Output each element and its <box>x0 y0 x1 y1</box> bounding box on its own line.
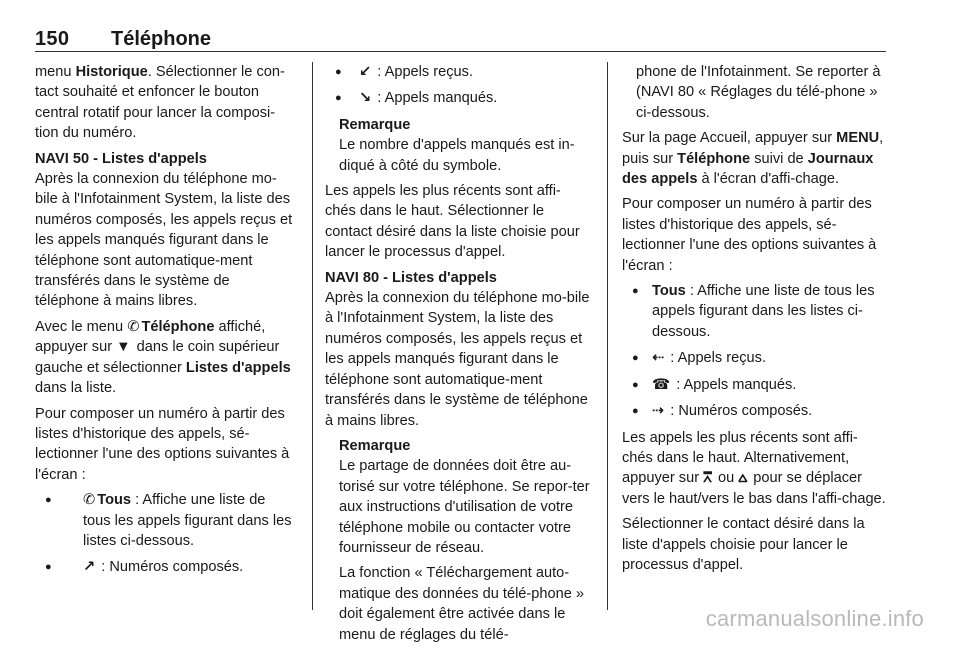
remark-1 <box>339 115 591 176</box>
list-item: ● ↗ : Numéros composés. <box>35 557 297 577</box>
select-contact-paragraph: Sélectionner le contact désiré dans la liste d'appels choisie pour lancer le processus d'appel. <box>622 516 865 573</box>
column-divider-2 <box>607 62 608 610</box>
received-call-icon: ⇠ <box>652 350 665 367</box>
page-number: 150 <box>35 28 70 50</box>
header-rule <box>35 51 886 52</box>
dialled-call-icon: ↗ <box>83 559 96 576</box>
home-page-paragraph: Sur la page Accueil, appuyer sur MENU, puis sur Téléphone suivi de Journaux des appels à l'écran d'affi-chage. <box>622 130 884 188</box>
intro-paragraph: menu Historique. Sélectionner le con-tact souhaité et enfoncer le bouton central rotatif pour lancer la composi-tion du numéro. <box>35 64 285 142</box>
navi80-heading: NAVI 80 - Listes d'appels <box>325 269 497 286</box>
navi50-options-list <box>35 490 297 578</box>
down-arrow-icon: ▼ <box>116 339 131 356</box>
navi50-paragraph-2: Avec le menu ✆ Téléphone affiché, appuyer sur ▼ dans le coin supérieur gauche et sélectionner Listes d'appels dans la liste. <box>35 318 291 397</box>
phone-handset-icon: ✆ <box>83 492 96 509</box>
column-3 <box>622 62 886 580</box>
missed-call-icon: ↘ <box>359 90 372 107</box>
column-2 <box>325 62 591 650</box>
continued-paragraph: phone de l'Infotainment. Se reporter à (NAVI 80 « Réglages du télé-phone » ci-dessous. <box>636 64 881 121</box>
navi50-paragraph-1: Après la connexion du téléphone mo-bile à l'Infotainment System, la liste des numéros composés, les appels reçus et les appels manqués figurant dans le téléphone sont automatique-ment transférés dans le système de téléphone à mains libres. <box>35 171 293 310</box>
column-divider-1 <box>312 62 313 610</box>
call-type-list <box>325 62 591 109</box>
dialled-call-icon: ⇢ <box>652 403 665 420</box>
column-1 <box>35 62 297 584</box>
historique-label: Historique <box>75 64 148 80</box>
remark-text: Le nombre d'appels manqués est in-diqué à côté du symbole. <box>339 137 575 174</box>
recent-calls-paragraph: Les appels les plus récents sont affi-chés dans le haut. Sélectionner le contact désiré dans la liste choisie pour lancer le processus d'appel. <box>325 183 580 261</box>
list-item: ● ↙ : Appels reçus. <box>325 62 591 82</box>
scroll-down-icon: ⩟ <box>738 470 748 487</box>
list-item: ● ↘ : Appels manqués. <box>325 88 591 108</box>
scroll-paragraph: Les appels les plus récents sont affi-chés dans le haut. Alternativement, appuyer sur ⩞ ou ⩟ pour se déplacer vers le haut/vers le bas dans l'affi-chage. <box>622 429 886 507</box>
list-item: ● ✆ Tous : Affiche une liste de tous les appels figurant dans les listes ci-dessous. <box>35 490 297 551</box>
remark-title: Remarque <box>339 116 411 133</box>
missed-call-icon: ☎ <box>652 376 671 393</box>
navi80-options-list <box>622 281 886 421</box>
list-item: ● ⇢ : Numéros composés. <box>622 401 886 421</box>
navi80-paragraph-1: Après la connexion du téléphone mo-bile à l'Infotainment System, la liste des numéros composés, les appels reçus et les appels manqués figurant dans le téléphone sont automatique-ment transférés dans le système de téléphone à mains libres. <box>325 290 590 429</box>
remark-text: Le partage de données doit être au-torisé sur votre téléphone. Se repor-ter aux instructions d'utilisation de votre téléphone mobile ou contacter votre fournisseur de réseau. <box>339 458 590 556</box>
navi50-heading: NAVI 50 - Listes d'appels <box>35 150 207 167</box>
compose-paragraph: Pour composer un numéro à partir des listes d'historique des appels, sé-lectionner l'une des options suivantes à l'écran : <box>622 196 877 274</box>
phone-handset-icon: ✆ <box>127 318 140 335</box>
remark-text: La fonction « Téléchargement auto-matique des données du télé-phone » doit également être activée dans le menu de réglages du télé- <box>339 565 585 643</box>
page-title: Téléphone <box>111 28 212 50</box>
navi50-paragraph-3: Pour composer un numéro à partir des listes d'historique des appels, sé-lectionner l'une des options suivantes à l'écran : <box>35 405 290 483</box>
list-item: ● ⇠ : Appels reçus. <box>622 348 886 368</box>
watermark: carmanualsonline.info <box>705 606 924 631</box>
list-item: ● Tous : Affiche une liste de tous les appels figurant dans les listes ci-dessous. <box>622 281 886 342</box>
scroll-up-icon: ⩞ <box>703 470 712 487</box>
remark-2 <box>339 436 591 645</box>
remark-title: Remarque <box>339 437 411 454</box>
received-call-icon: ↙ <box>359 64 372 80</box>
list-item: ● ☎ : Appels manqués. <box>622 375 886 395</box>
